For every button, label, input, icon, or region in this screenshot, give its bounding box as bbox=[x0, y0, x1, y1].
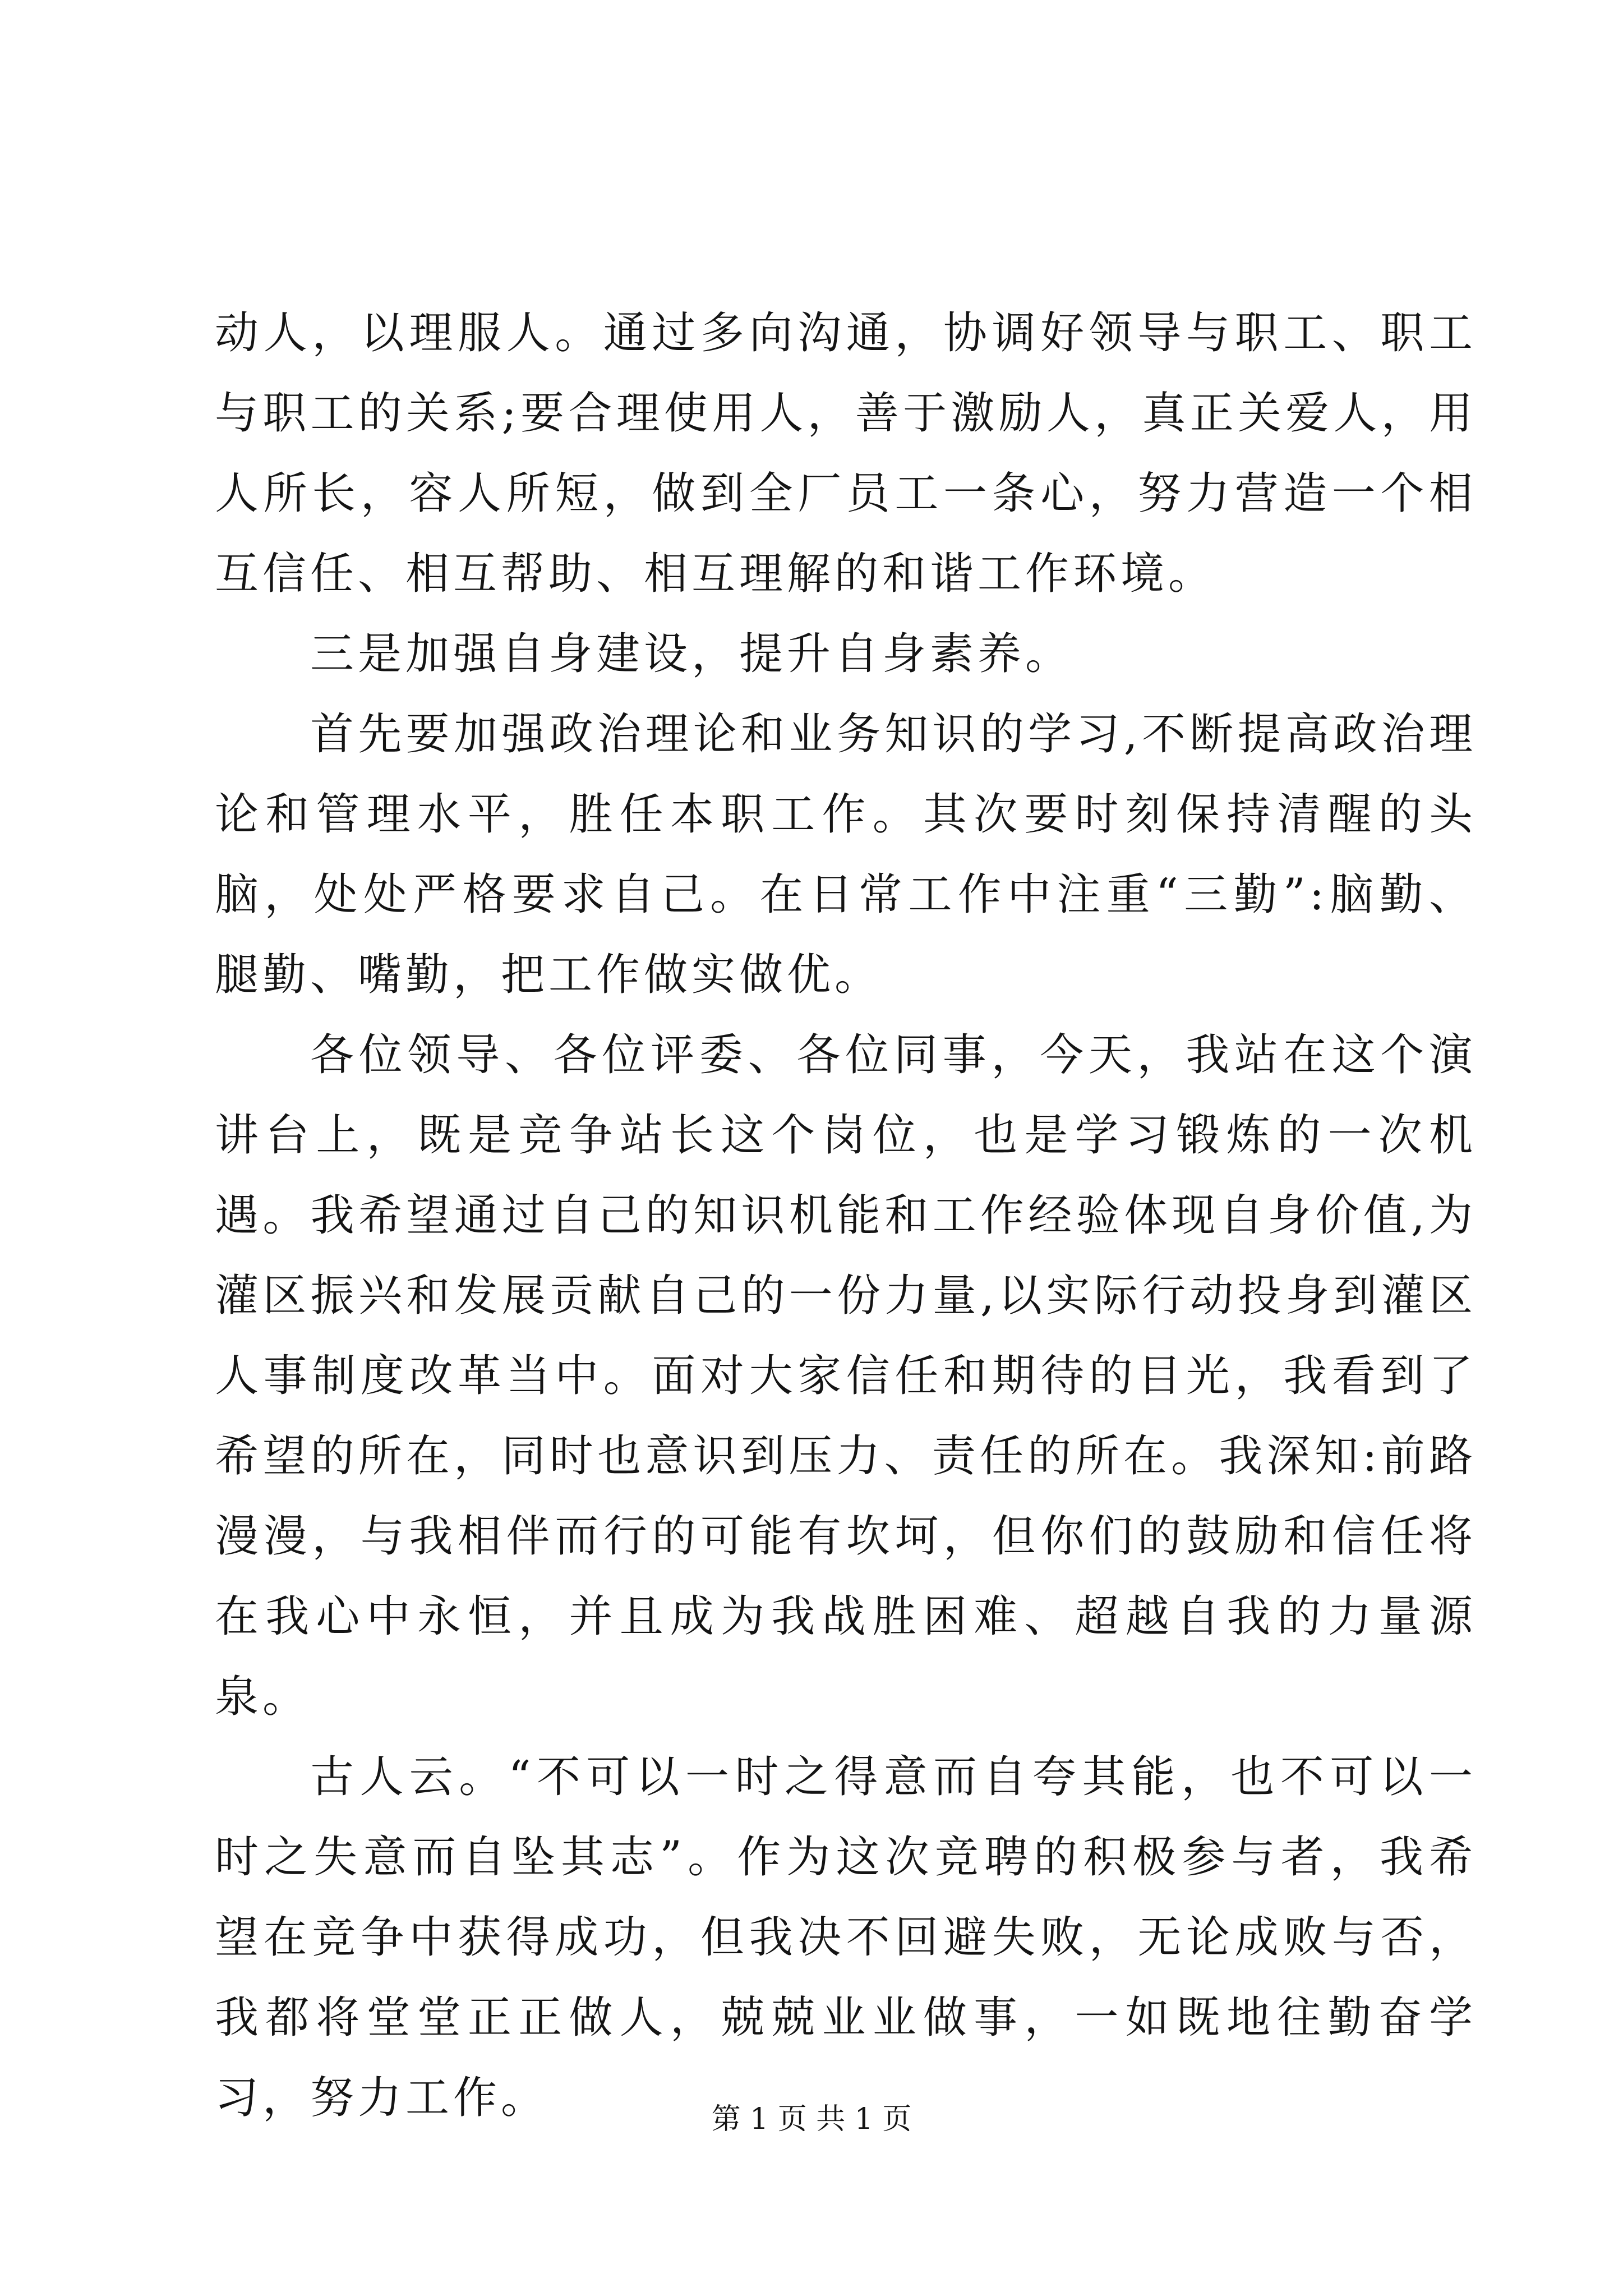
paragraph-quote: 古人云。“不可以一时之得意而自夸其能，也不可以一时之失意而自坠其志”。作为这次竞聘的积极参与者，我希望在竞争中获得成功，但我决不回避失败，无论成败与否，我都将堂堂正正做人，兢兢业业做事，一如既地往勤奋学习，努力工作。 bbox=[215, 1752, 1477, 2123]
paragraph-heading-three: 三是加强自身建设，提升自身素养。 bbox=[310, 629, 1073, 679]
document-body bbox=[215, 293, 1477, 2138]
paragraph-study: 首先要加强政治理论和业务知识的学习,不断提高政治理论和管理水平，胜任本职工作。其次要时刻保持清醒的头脑，处处严格要求自己。在日常工作中注重“三勤”:脑勤、腿勤、嘴勤，把工作做实做优。 bbox=[215, 709, 1477, 1000]
paragraph-address: 各位领导、各位评委、各位同事，今天，我站在这个演讲台上，既是竞争站长这个岗位，也是学习锻炼的一次机遇。我希望通过自己的知识机能和工作经验体现自身价值,为灌区振兴和发展贡献自己的一份力量,以实际行动投身到灌区人事制度改革当中。面对大家信任和期待的目光，我看到了希望的所在，同时也意识到压力、责任的所在。我深知:前路漫漫，与我相伴而行的可能有坎坷，但你们的鼓励和信任将在我心中永恒，并且成为我战胜困难、超越自我的力量源泉。 bbox=[215, 1030, 1477, 1722]
page-footer: 第 1 页 共 1 页 bbox=[711, 2102, 912, 2136]
paragraph-continuation: 动人，以理服人。通过多向沟通，协调好领导与职工、职工与职工的关系;要合理使用人，善于激励人，真正关爱人，用人所长，容人所短，做到全厂员工一条心，努力营造一个相互信任、相互帮助、相互理解的和谐工作环境。 bbox=[215, 308, 1477, 599]
